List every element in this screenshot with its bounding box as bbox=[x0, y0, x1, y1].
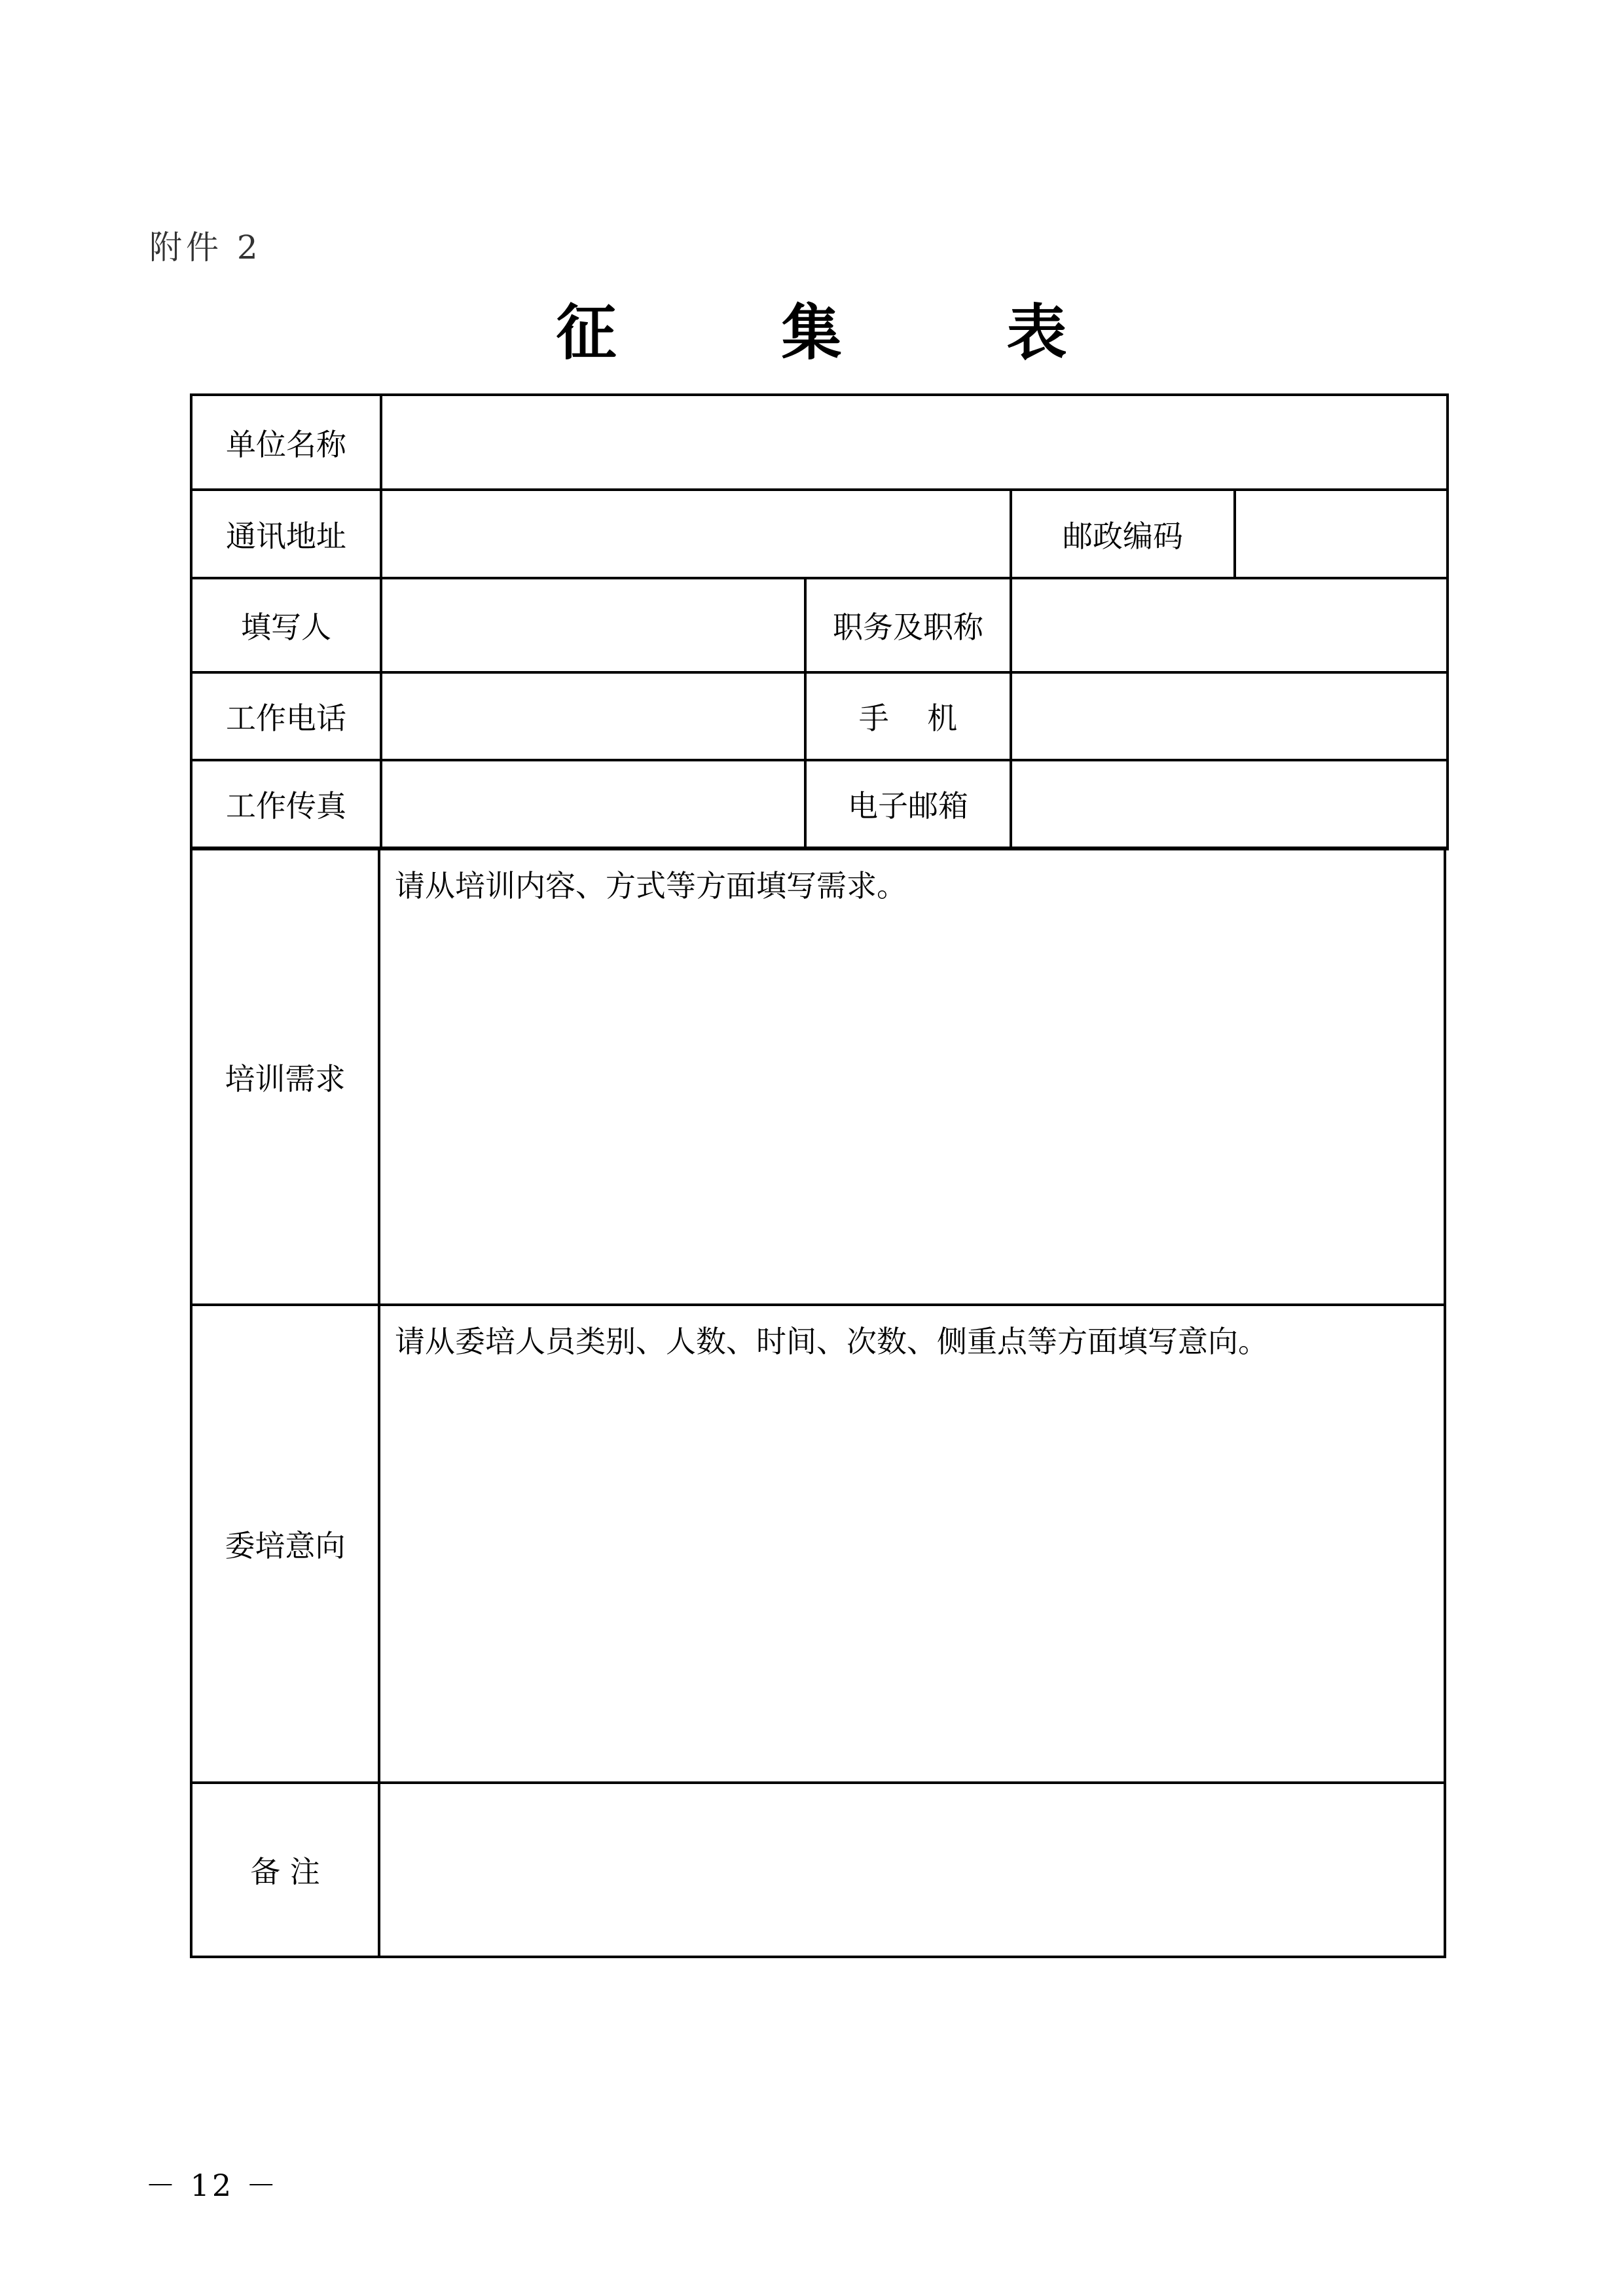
email-label: 电子邮箱 bbox=[848, 788, 968, 824]
mobile-field[interactable] bbox=[1012, 674, 1446, 759]
remarks-field[interactable] bbox=[380, 1784, 1444, 1956]
training-needs-field[interactable] bbox=[380, 850, 1444, 1303]
position-title-label: 职务及职称 bbox=[833, 610, 983, 645]
email-field[interactable] bbox=[1012, 761, 1446, 847]
mobile-label: 手 机 bbox=[858, 701, 958, 736]
entrusted-training-hint: 请从委培人员类别、人数、时间、次数、侧重点等方面填写意向。 bbox=[395, 1324, 1268, 1359]
entrusted-training-label: 委培意向 bbox=[225, 1528, 346, 1563]
work-phone-label: 工作电话 bbox=[226, 701, 346, 736]
training-needs-label: 培训需求 bbox=[225, 1061, 346, 1097]
entrusted-training-field[interactable] bbox=[380, 1306, 1444, 1781]
postal-code-field[interactable] bbox=[1236, 491, 1446, 577]
filler-field[interactable] bbox=[382, 579, 804, 671]
work-fax-label: 工作传真 bbox=[226, 788, 346, 824]
address-field[interactable] bbox=[382, 491, 1010, 577]
unit-name-label: 单位名称 bbox=[226, 426, 346, 462]
remarks-label: 备 注 bbox=[250, 1854, 320, 1889]
collection-form bbox=[190, 393, 1449, 1958]
work-phone-field[interactable] bbox=[382, 674, 804, 759]
table-border-right bbox=[1444, 849, 1446, 1958]
unit-name-field[interactable] bbox=[382, 396, 1446, 488]
filler-label: 填写人 bbox=[241, 610, 331, 645]
page-title: 征 集 表 bbox=[556, 297, 1139, 368]
work-fax-field[interactable] bbox=[382, 761, 804, 847]
training-needs-hint: 请从培训内容、方式等方面填写需求。 bbox=[395, 868, 907, 903]
table-border-right bbox=[1446, 393, 1449, 849]
address-label: 通讯地址 bbox=[226, 518, 346, 554]
attachment-label: 附件 2 bbox=[149, 228, 262, 266]
postal-code-label: 邮政编码 bbox=[1063, 518, 1183, 554]
position-title-field[interactable] bbox=[1012, 579, 1446, 671]
page-number: － 12 － bbox=[145, 2168, 279, 2203]
